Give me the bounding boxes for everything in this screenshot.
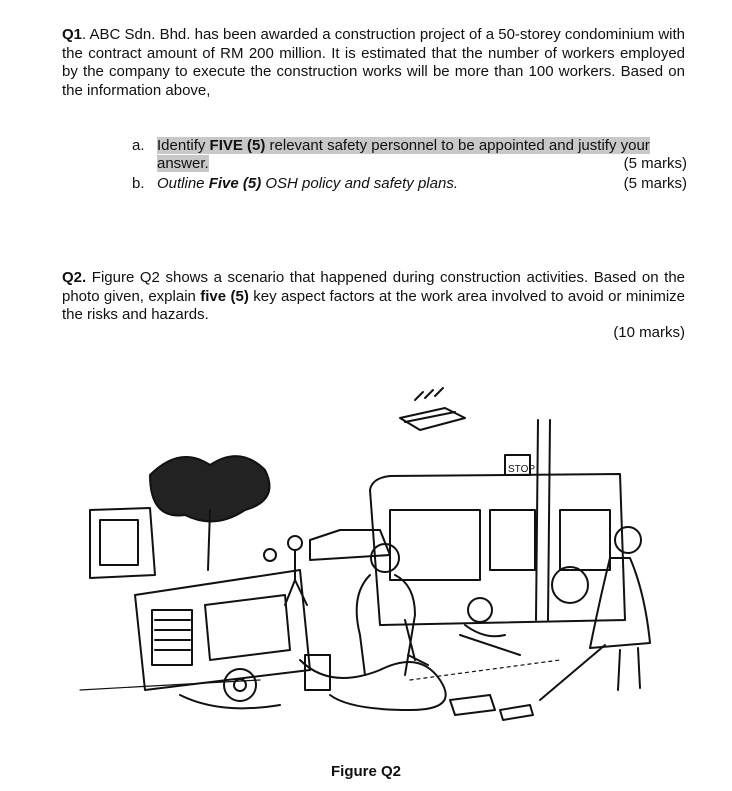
q1-item-a-text: Identify FIVE (5) relevant safety personnel to be appointed and justify your answer. xyxy=(157,137,650,172)
q2-marks: (10 marks) xyxy=(613,324,685,341)
question-2: Q2. Figure Q2 shows a scenario that happened during construction activities. Based on the photo given, explain five (5) key aspect factors at the work area involved to avoid or minimize the risks and hazards. xyxy=(62,269,685,323)
q1-item-a-marks: (5 marks) xyxy=(623,155,687,172)
figure-caption: Figure Q2 xyxy=(330,763,401,780)
question-1 xyxy=(62,26,685,100)
q1-item-b xyxy=(132,175,687,193)
q1-item-b-marks: (5 marks) xyxy=(623,175,687,192)
q2-number: Q2. xyxy=(62,269,87,286)
q1-item-a-label: a. xyxy=(132,137,145,154)
q1-item-b-text: Outline Five (5) OSH policy and safety plans. xyxy=(157,175,458,192)
q1-number: Q1 xyxy=(62,26,83,43)
figure-q2-illustration xyxy=(60,380,680,735)
q1-item-b-label: b. xyxy=(132,175,145,192)
q1-text: . ABC Sdn. Bhd. has been awarded a construction project of a 50-storey condominium with the contract amount of RM 200 million. It is estimated that the number of workers employed by the company to execute the construction works will be more than 100 workers. Based on the information above, xyxy=(62,26,685,99)
bus-stop-sign-text: STOP xyxy=(508,464,536,475)
q1-item-a xyxy=(132,137,687,173)
